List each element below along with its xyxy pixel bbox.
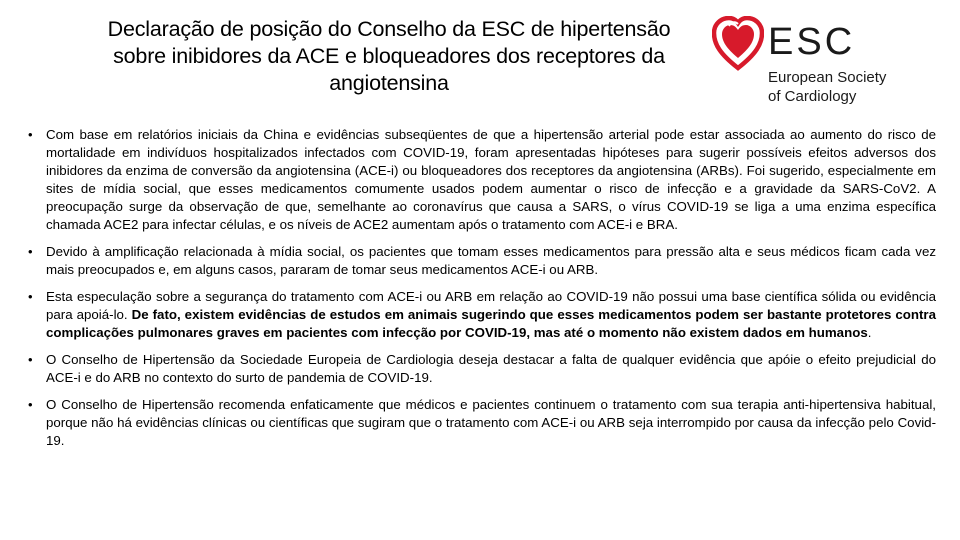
- bullet-text: Com base em relatórios iniciais da China e evidências subseqüentes de que a hipertensão arterial pode estar associada ao aumento do risco de mortalidade em indivíduos hospitalizados infectados com COVID-19, foram apresentadas hipóteses para sugerir possíveis efeitos adversos dos inibidores da enzima de conversão da angiotensina (ACE-i) ou bloqueadores dos receptores da angiotensina (ARBs). Foi sugerido, especialmente em sites de mídia social, que esses medicamentos comumente usados podem aumentar o risco de infecção e a gravidade da SARS-CoV2. A preocupação surge da observação de que, semelhante ao coronavírus que causa a SARS, o vírus COVID-19 se liga a uma enzima específica chamada ACE2 para infectar células, e os níveis de ACE2 aumentam após o tratamento com ACE-i e BRA.: [46, 127, 936, 232]
- title-line-1: Declaração de posição do Conselho da ESC de hipertensão: [107, 17, 671, 41]
- bullet-text: Esta especulação sobre a segurança do tratamento com ACE-i ou ARB em relação ao COVID-19 não possui uma base científica sólida ou evidência para apoiá-lo.: [46, 289, 936, 322]
- heart-icon: [712, 16, 764, 72]
- esc-logo: [712, 12, 922, 107]
- bullet-item: [28, 126, 936, 234]
- bullet-text: O Conselho de Hipertensão recomenda enfaticamente que médicos e pacientes continuem o tratamento com sua terapia anti-hipertensiva habitual, porque não há evidências clínicas ou científicas que sugiram que o tratamento com ACE-i ou ARB seja interrompido por causa da infecção pelo Covid-19.: [46, 397, 936, 448]
- bullet-item: [28, 288, 936, 342]
- bullet-text: O Conselho de Hipertensão da Sociedade Europeia de Cardiologia deseja destacar a falta de qualquer evidência que apóie o efeito prejudicial do ACE-i e do ARB no contexto do surto de pandemia de COVID-19.: [46, 352, 936, 385]
- bullet-bold-text: De fato, existem evidências de estudos em animais sugerindo que esses medicamentos podem ser bastante protetores contra complicações pulmonares graves em pacientes com infecção por COVID-19, mas até o momento não existem dados em humanos: [46, 307, 937, 340]
- bullet-tail-text: .: [867, 325, 872, 340]
- title-line-2: sobre inibidores da ACE e bloqueadores dos receptores da: [113, 44, 665, 68]
- title-line-3: angiotensina: [329, 71, 449, 95]
- logo-acronym: ESC: [768, 21, 856, 63]
- logo-org-line-2: of Cardiology: [768, 88, 857, 105]
- logo-org-line-1: European Society: [768, 69, 887, 86]
- bullet-item: [28, 243, 936, 279]
- bullet-item: [28, 396, 936, 450]
- bullet-list: [28, 126, 936, 459]
- bullet-item: [28, 351, 936, 387]
- page-title: [64, 16, 714, 97]
- logo-organization-name: [768, 68, 886, 106]
- bullet-text: Devido à amplificação relacionada à mídia social, os pacientes que tomam esses medicamentos para pressão alta e seus médicos ficam cada vez mais preocupados e, em alguns casos, pararam de tomar seus medicamentos ACE-i ou ARB.: [46, 244, 936, 277]
